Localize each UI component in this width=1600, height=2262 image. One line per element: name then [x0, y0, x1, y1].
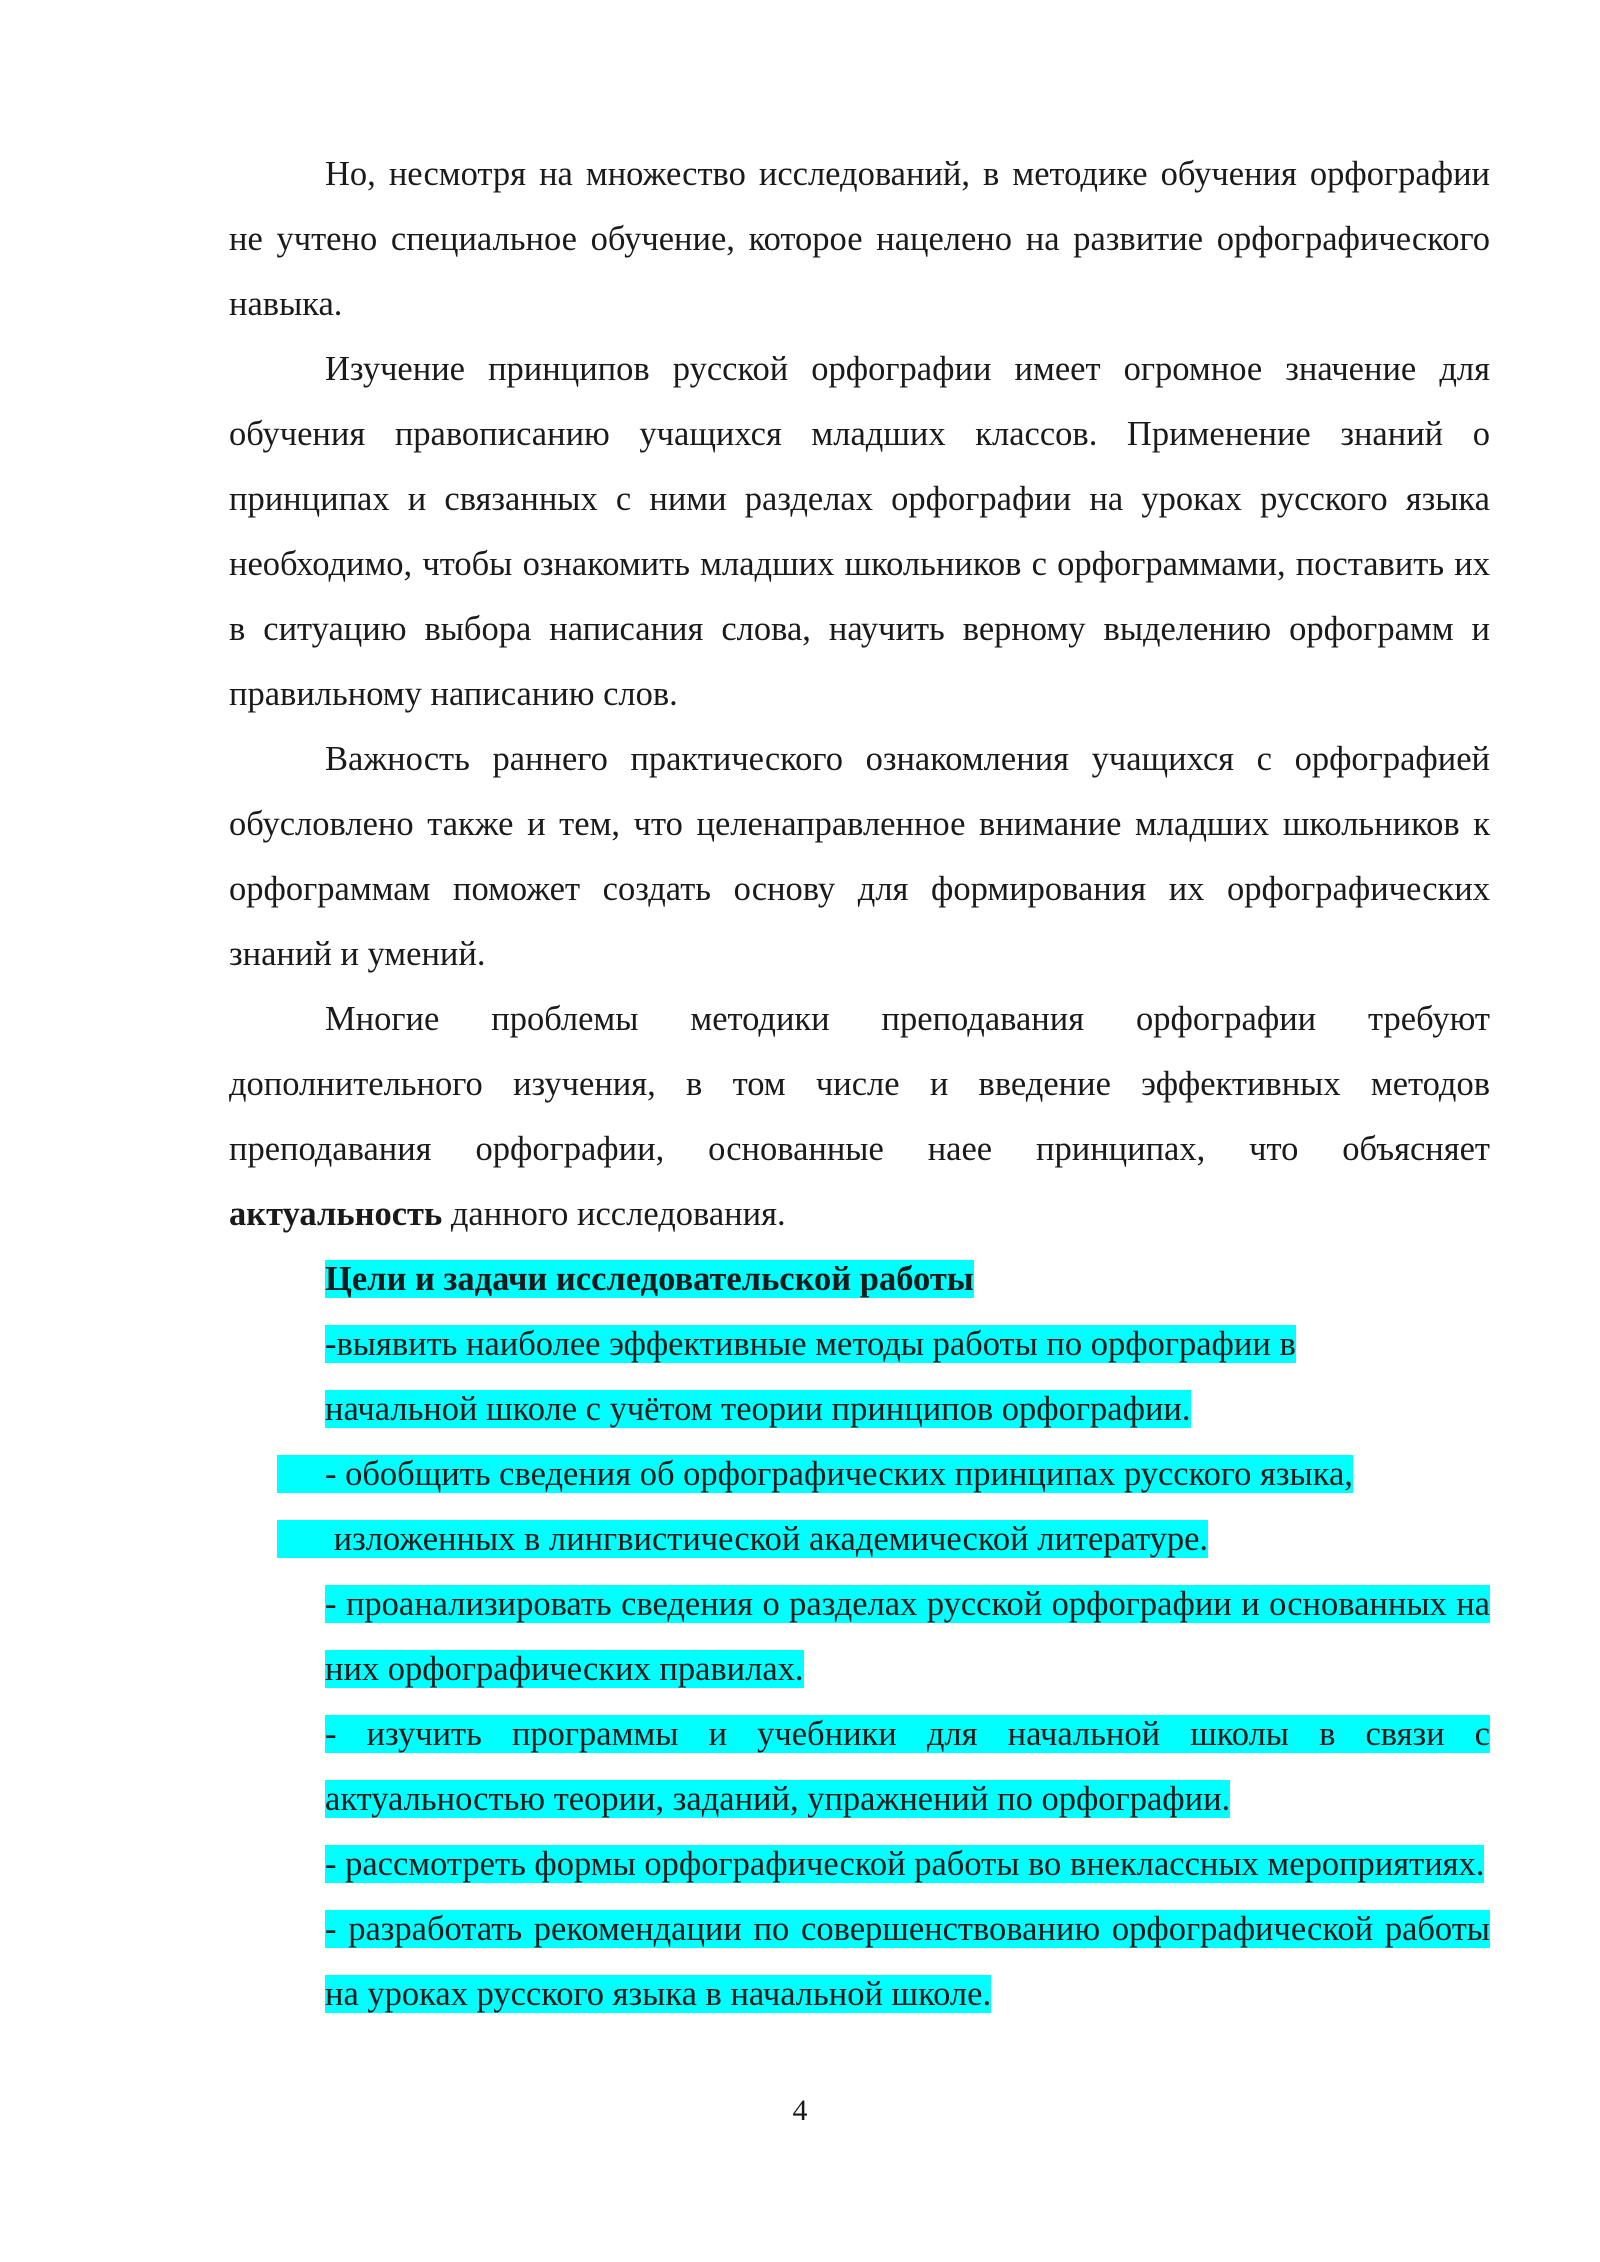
- page-body: [229, 142, 1490, 2027]
- goal-item-6: - разработать рекомендации по совершенствованию орфографической работы на уроках русского языка в начальной школе.: [325, 1910, 1490, 2013]
- goal-item-5: - рассмотреть формы орфографической работы во внеклассных мероприятиях.: [325, 1845, 1485, 1883]
- paragraph-4-tail: данного исследования.: [442, 1195, 786, 1233]
- goals-heading: Цели и задачи исследовательской работы: [325, 1260, 974, 1298]
- page-number: 4: [792, 2094, 808, 2127]
- relevance-term: актуальность: [229, 1195, 443, 1233]
- goal-item-2-continued: изложенных в лингвистической академической литературе.: [277, 1507, 1490, 1572]
- paragraph-2: Изучение принципов русской орфографии имеет огромное значение для обучения правописанию учащихся младших классов. Применение знаний о принципах и связанных с ними разделах орфографии на уроках русского языка необходимо, чтобы ознакомить младших школьников с орфограммами, поставить их в ситуацию выбора написания слова, научить верному выделению орфограмм и правильному написанию слов.: [229, 350, 1490, 713]
- goal-item-1: -выявить наиболее эффективные методы работы по орфографии в начальной школе с учётом теории принципов орфографии.: [325, 1325, 1296, 1428]
- paragraph-3: Важность раннего практического ознакомления учащихся с орфографией обусловлено также и тем, что целенаправленное внимание младших школьников к орфограммам поможет создать основу для формирования их орфографических знаний и умений.: [229, 740, 1490, 973]
- paragraph-4: [229, 987, 1490, 1247]
- paragraph-4-text: Многие проблемы методики преподавания орфографии требуют дополнительного изучения, в том числе и введение эффективных методов преподавания орфографии, основанные наее принципах, что объясняет: [229, 1000, 1490, 1168]
- goals-section: [229, 1247, 1490, 2027]
- goal-item-3: - проанализировать сведения о разделах русской орфографии и основанных на них орфографических правилах.: [325, 1585, 1490, 1688]
- goal-item-2: - обобщить сведения об орфографических принципах русского языка,: [277, 1442, 1452, 1507]
- paragraph-1: Но, несмотря на множество исследований, в методике обучения орфографии не учтено специальное обучение, которое нацелено на развитие орфографического навыка.: [229, 155, 1490, 323]
- goal-item-4: - изучить программы и учебники для начальной школы в связи с актуальностью теории, заданий, упражнений по орфографии.: [325, 1715, 1490, 1818]
